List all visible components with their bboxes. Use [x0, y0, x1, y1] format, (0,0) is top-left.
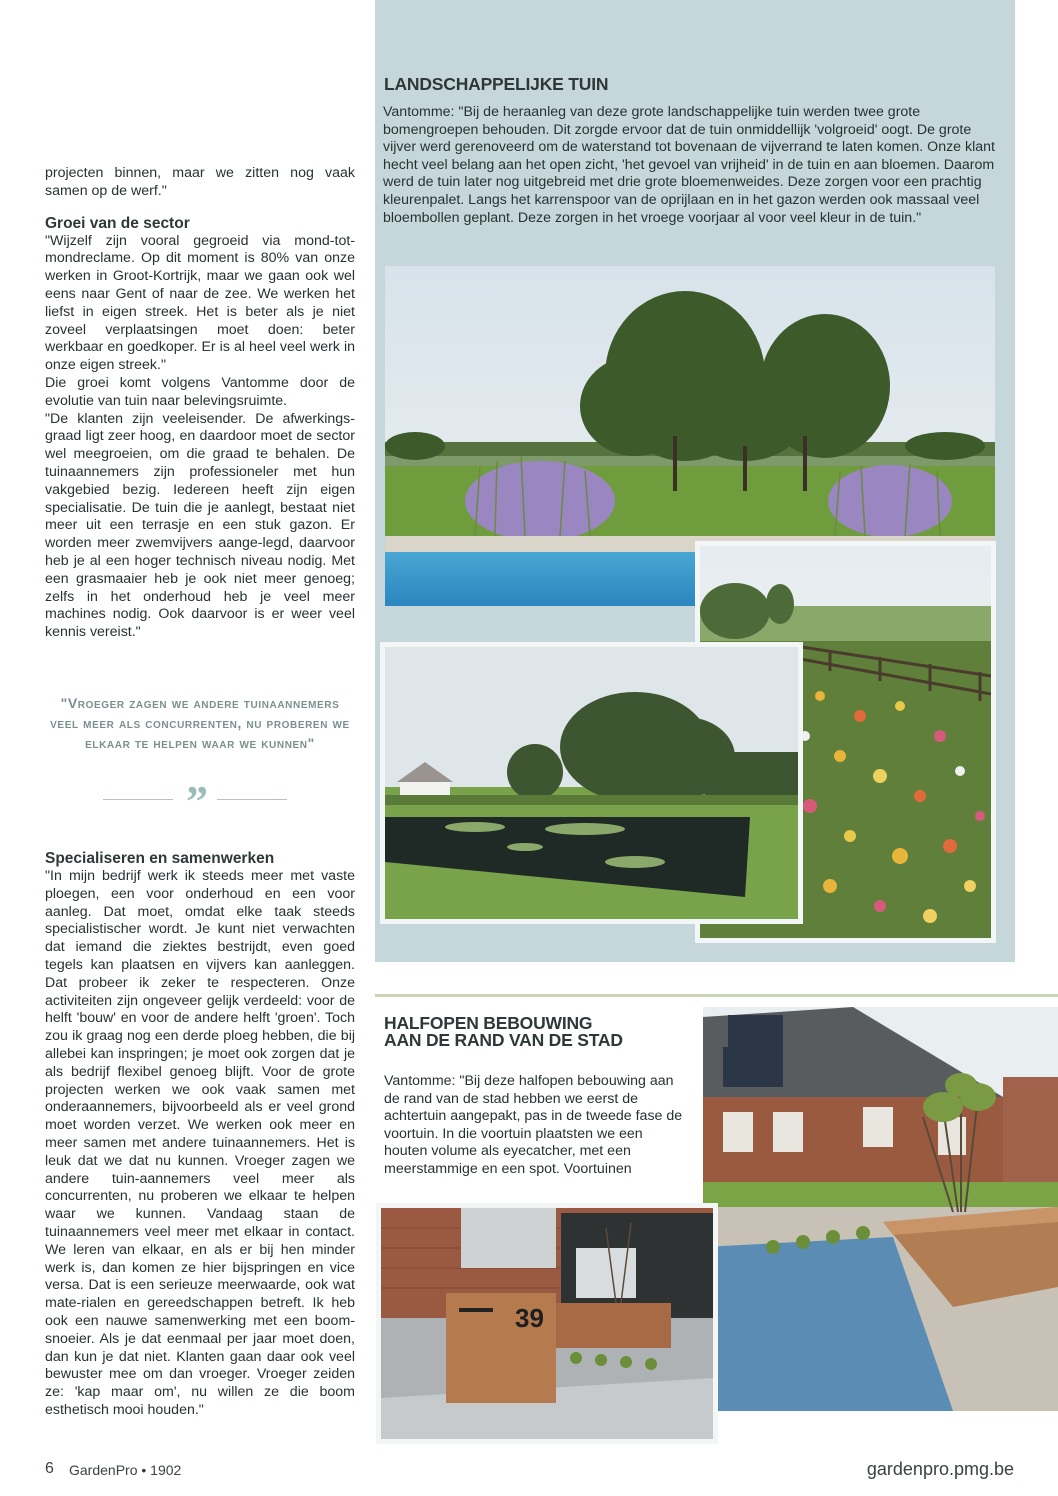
section-text-specialiseren: "In mijn bedrijf werk ik steeds meer met vaste ploegen, een voor onderhoud en een voor aanleg. Dat moet, omdat elke taak steeds specialistischer wordt. Je kunt niet verwachten dat iemand die ziektes bestrijdt, even goed tegels kan plaatsen en vijvers kan aanleggen. Dat probeer ik zeker te respecteren. Onze activiteiten zijn ongeveer gelijk verdeeld: voor de helft 'bouw' en voor de andere helft 'groen'. Toch zou ik graag nog een derde ploeg hebben, die bij allebei kan inspringen; je moet ook zorgen dat je als bedrijf flexibel genoeg blijft. Voor de grote projecten werken we ook vaak samen met onderaannemers, bijvoorbeeld als er veel grond moet worden verzet. We werken ook meer en meer samen met andere tuinaannemers. Het is leuk dat we dat nu kunnen. Vroeger zagen we andere tuin-aannemers veel meer als concurrenten, nu proberen we elkaar te helpen waar we kunnen. Vandaag staan de tuinaannemers veel meer met elkaar in contact. We leren van elkaar, en als er bij hen minder werk is, dan komen ze hier bijspringen en vice versa. Dat is een serieuze meerwaarde, ook wat mate-rialen en gereedschappen betreft. Ik heb ook een nauwe samenwerking met een boom-snoeier. Als je dat eenmaal per jaar moet doen, dan kun je dat niet. Klanten gaan daar ook veel bewuster mee om dan vroeger. Vroeger zeiden ze: 'kap maar om', nu willen ze die boom esthetisch mooi houden." [45, 868, 355, 1418]
section-text-groei: "Wijzelf zijn vooral gegroeid via mond-tot-mondreclame. Op dit moment is 80% van onze werken in Groot-Kortrijk, maar we gaan ook wel eens naar Gent of naar de zee. We werken het liefst in eigen streek. Het is beter als je niet zoveel verplaatsingen moet doen: beter werkbaar en goedkoper. Er is al heel veel werk in onze eigen streek." Die groei komt volgens Vantomme door de evolutie van tuin naar belevingsruimte. "De klanten zijn veeleisender. De afwerkings-graad ligt zeer hoog, en daardoor moet de sector wel meegroeien, om die graad te behalen. De tuinaannemers zijn professioneler met hun vakgebied bezig. Iedereen heeft zijn eigen specialisatie. De tuin die je aanlegt, bestaat niet meer uit een terrasje en een stuk gazon. Er worden meer zwemvijvers aange-legd, daarvoor heb je al een hoger technisch niveau nodig. Met een grasmaaier heb je ook niet meer genoeg; zelfs in het onderhoud heb je veel meer machines nodig. Ook daarvoor is er weer veel kennis vereist." [45, 232, 355, 641]
photo-house-number-planter [376, 1203, 718, 1444]
panel2-heading-line2: AAN DE RAND VAN DE STAD [384, 1030, 623, 1050]
website-url[interactable]: gardenpro.pmg.be [866, 1459, 1014, 1479]
left-column-top [45, 165, 355, 642]
quote-mark-icon: ” [186, 777, 208, 826]
photo-pond-garden [380, 642, 803, 924]
pull-quote: "Vroeger zagen we andere tuinaannemers veel meer als concurrenten, nu proberen we elkaar te helpen waar we kunnen" [50, 695, 350, 751]
panel2-text: Vantomme: "Bij deze halfopen bebouwing aan de rand van de stad hebben we eerst de achtertuin aangepakt, pas in de tweede fase de voortuin. In die voortuin plaatsten we een houten volume als eyecatcher, met een meerstammige en een spot. Voortuinen [384, 1073, 683, 1177]
left-column-bottom [45, 850, 355, 1420]
section-separator [375, 994, 1058, 997]
panel1-heading: LANDSCHAPPELIJKE TUIN [384, 74, 609, 94]
house-number: 39 [515, 1303, 544, 1333]
page-number: 6 [45, 1460, 54, 1477]
section-heading-groei: Groei van de sector [45, 214, 190, 232]
magazine-issue: GardenPro • 1902 [69, 1462, 182, 1478]
quote-divider-right [217, 799, 287, 800]
panel2-heading-line1: HALFOPEN BEBOUWING [384, 1013, 593, 1033]
panel1-text: Vantomme: "Bij de heraanleg van deze grote landschappelijke tuin werden twee grote bomengroepen behouden. Dit zorgde ervoor dat de tuin onmiddellijk 'volgroeid' oogt. De grote vijver werd gerenoveerd om de waterstand tot bovenaan de vijverrand te laten komen. Onze klant hecht veel belang aan het open zicht, 'het gevoel van vrijheid' in de tuin en aan bloemen. Daarom werd de tuin later nog uitgebreid met drie grote bloemenweides. Deze zorgen voor een prachtig kleurenpalet. Langs het karrenspoor van de oprijlaan en in het gazon werden ook massaal veel bloembollen geplant. Deze zorgen in het vroege voorjaar al voor veel kleur in de tuin." [383, 104, 995, 226]
intro-paragraph: projecten binnen, maar we zitten nog vaak samen op de werf." [45, 165, 355, 199]
quote-divider-left [103, 799, 173, 800]
photo-house-front-garden [703, 1007, 1058, 1411]
section-heading-specialiseren: Specialiseren en samenwerken [45, 850, 275, 867]
